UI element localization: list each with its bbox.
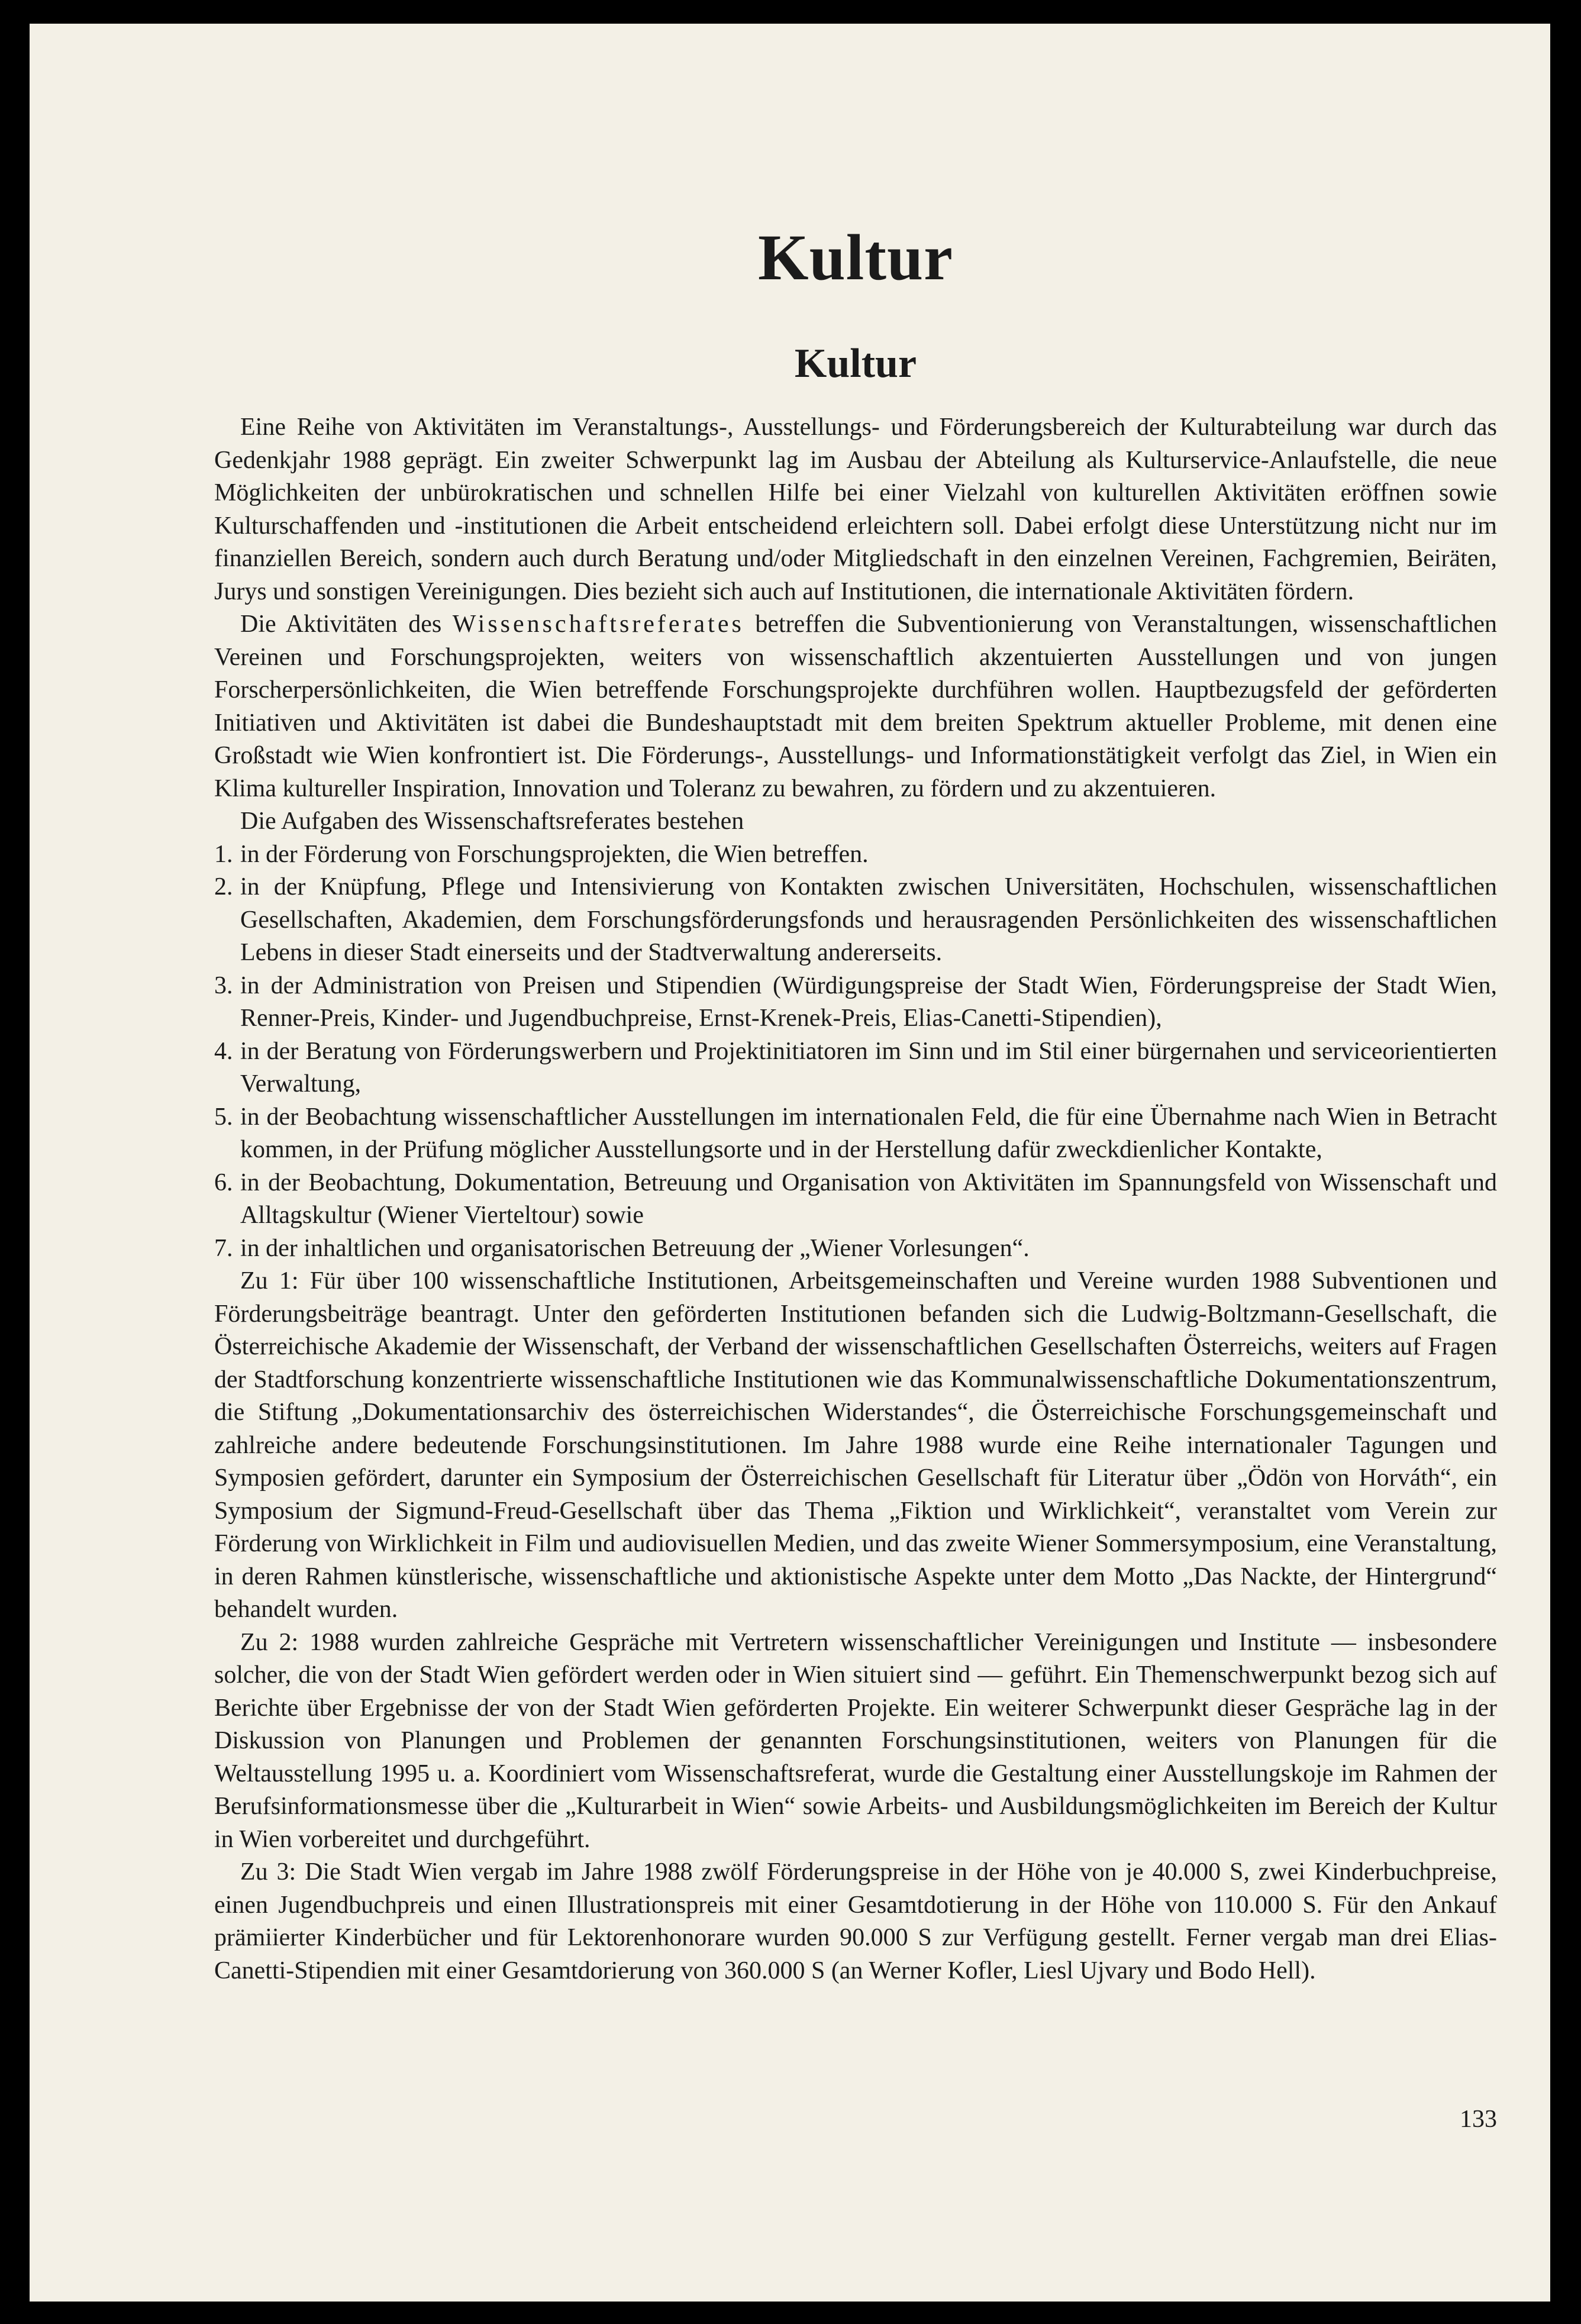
list-item bbox=[214, 871, 1497, 970]
page-title: Kultur bbox=[758, 221, 953, 293]
list-intro: Die Aufgaben des Wissenschaftsreferates bestehen bbox=[240, 808, 744, 835]
task-list bbox=[214, 838, 1497, 1266]
section-title: Kultur bbox=[794, 341, 917, 386]
list-item-text: in der Förderung von Forschungsprojekten, die Wien betreffen. bbox=[240, 840, 869, 868]
list-number: 3. bbox=[214, 971, 233, 999]
list-item bbox=[214, 1035, 1497, 1101]
list-item bbox=[214, 1232, 1497, 1266]
zu-1-paragraph: Zu 1: Für über 100 wissenschaftliche Institutionen, Arbeitsgemeinschaften und Vereine wurden 1988 Subventionen und Förderungsbeiträge beantragt. Unter den geförderten Institutionen befanden sich die Ludwig-Boltzmann-Gesellschaft, die Österreichische Akademie der Wissenschaft, der Verband der wissenschaftlichen Gesellschaften Österreichs, weiters auf Fragen der Stadtforschung konzentrierte wissenschaftliche Institutionen wie das Kommunalwissenschaftliche Dokumentationszentrum, die Stiftung „Dokumentationsarchiv des österreichischen Widerstandes“, die Österreichische Forschungsgemeinschaft und zahlreiche andere bedeutende Forschungsinstitutionen. Im Jahre 1988 wurde eine Reihe internationaler Tagungen und Symposien gefördert, darunter ein Symposium der Österreichischen Gesellschaft für Literatur über „Ödön von Horváth“, ein Symposium der Sigmund-Freud-Gesellschaft über das Thema „Fiktion und Wirklichkeit“, veranstaltet vom Verein zur Förderung von Wirklichkeit in Film und audiovisuellen Medien, und das zweite Wiener Sommersymposium, eine Veranstaltung, in deren Rahmen künstlerische, wissenschaftliche und aktionistische Aspekte unter dem Motto „Das Nackte, der Hintergrund“ behandelt wurden. bbox=[214, 1267, 1497, 1623]
list-item-text: in der Knüpfung, Pflege und Intensivierung von Kontakten zwischen Universitäten, Hochschulen, wissenschaftlichen Gesellschaften, Akademien, dem Forschungsförderungsfonds und herausragenden Persönlichkeiten des wissenschaftlichen Lebens in dieser Stadt einerseits und der Stadtverwaltung andererseits. bbox=[240, 873, 1497, 966]
list-number: 1. bbox=[214, 840, 233, 868]
list-item-text: in der Administration von Preisen und Stipendien (Würdigungspreise der Stadt Wien, Förderungspreise der Stadt Wien, Renner-Preis, Kinder- und Jugendbuchpreise, Ernst-Krenek-Preis, Elias-Canetti-Stipendien), bbox=[240, 971, 1497, 1032]
list-number: 6. bbox=[214, 1169, 233, 1196]
list-number: 4. bbox=[214, 1037, 233, 1065]
body-text bbox=[214, 411, 1497, 1987]
list-number: 2. bbox=[214, 873, 233, 900]
emphasized-term: Wissenschaftsreferates bbox=[452, 611, 744, 638]
document-page bbox=[30, 24, 1550, 2302]
list-item bbox=[214, 838, 1497, 872]
zu-2-paragraph: Zu 2: 1988 wurden zahlreiche Gespräche mit Vertretern wissenschaftlicher Vereinigungen und Institute — insbesondere solcher, die von der Stadt Wien gefördert werden oder in Wien situiert sind — geführt. Ein Themenschwerpunkt bezog sich auf Berichte über Ergebnisse der von der Stadt Wien geförderten Projekte. Ein weiterer Schwerpunkt dieser Gespräche lag in der Diskussion von Planungen und Problemen der genannten Forschungsinstitutionen, weiters von Planungen für die Weltausstellung 1995 u. a. Koordiniert vom Wissenschaftsreferat, wurde die Gestaltung einer Ausstellungskoje im Rahmen der Berufsinformationsmesse über die „Kulturarbeit in Wien“ sowie Arbeits- und Ausbildungsmöglichkeiten im Bereich der Kultur in Wien vorbereitet und durchgeführt. bbox=[214, 1628, 1497, 1853]
list-item bbox=[214, 970, 1497, 1035]
list-item-text: in der Beobachtung wissenschaftlicher Ausstellungen im internationalen Feld, die für eine Übernahme nach Wien in Betracht kommen, in der Prüfung möglicher Ausstellungsorte und in der Herstellung dafür zweckdienlicher Kontakte, bbox=[240, 1103, 1497, 1163]
list-item-text: in der inhaltlichen und organisatorischen Betreuung der „Wiener Vorlesungen“. bbox=[240, 1234, 1030, 1262]
list-item bbox=[214, 1101, 1497, 1167]
wissenschaftsreferat-paragraph bbox=[214, 608, 1497, 805]
page-number: 133 bbox=[1460, 2106, 1497, 2133]
list-item bbox=[214, 1167, 1497, 1232]
list-item-text: in der Beobachtung, Dokumentation, Betreuung und Organisation von Aktivitäten im Spannungsfeld von Wissenschaft und Alltagskultur (Wiener Vierteltour) sowie bbox=[240, 1169, 1497, 1229]
paragraph-text: betreffen die Subventionierung von Veranstaltungen, wissenschaftlichen Vereinen und Forschungsprojekten, weiters von wissenschaftlich akzentuierten Ausstellungen und von jungen Forscherpersönlichkeiten, die Wien betreffende Forschungsprojekte durchführen wollen. Hauptbezugsfeld der geförderten Initiativen und Aktivitäten ist dabei die Bundeshauptstadt mit dem breiten Spektrum aktueller Probleme, mit denen eine Großstadt wie Wien konfrontiert ist. Die Förderungs-, Ausstellungs- und Informationstätigkeit verfolgt das Ziel, in Wien ein Klima kultureller Inspiration, Innovation und Toleranz zu bewahren, zu fördern und zu akzentuieren. bbox=[214, 611, 1497, 802]
zu-3-paragraph: Zu 3: Die Stadt Wien vergab im Jahre 1988 zwölf Förderungspreise in der Höhe von je 40.000 S, zwei Kinderbuchpreise, einen Jugendbuchpreis und einen Illustrationspreis mit einer Gesamtdotierung in der Höhe von 110.000 S. Für den Ankauf prämiierter Kinderbücher und für Lektorenhonorare wurden 90.000 S zur Verfügung gestellt. Ferner vergab man drei Elias-Canetti-Stipendien mit einer Gesamtdorierung von 360.000 S (an Werner Kofler, Liesl Ujvary und Bodo Hell). bbox=[214, 1858, 1497, 1984]
list-number: 7. bbox=[214, 1234, 233, 1262]
paragraph-text: Die Aktivitäten des bbox=[240, 611, 453, 638]
list-number: 5. bbox=[214, 1103, 233, 1131]
intro-paragraph: Eine Reihe von Aktivitäten im Veranstaltungs-, Ausstellungs- und Förderungsbereich der Kulturabteilung war durch das Gedenkjahr 1988 geprägt. Ein zweiter Schwerpunkt lag im Ausbau der Abteilung als Kulturservice-Anlaufstelle, die neue Möglichkeiten der unbürokratischen und schnellen Hilfe bei einer Vielzahl von kulturellen Aktivitäten eröffnen sowie Kulturschaffenden und -institutionen die Arbeit entscheidend erleichtern soll. Dabei erfolgt diese Unterstützung nicht nur im finanziellen Bereich, sondern auch durch Beratung und/oder Mitgliedschaft in den einzelnen Vereinen, Fachgremien, Beiräten, Jurys und sonstigen Vereinigungen. Dies bezieht sich auch auf Institutionen, die internationale Aktivitäten fördern. bbox=[214, 414, 1497, 605]
list-item-text: in der Beratung von Förderungswerbern und Projektinitiatoren im Sinn und im Stil einer bürgernahen und serviceorientierten Verwaltung, bbox=[240, 1037, 1497, 1098]
